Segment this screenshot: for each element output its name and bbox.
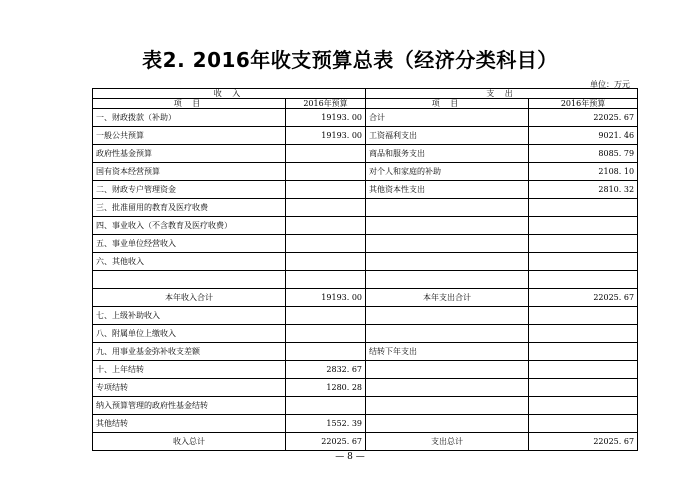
expense-header: 支 出 bbox=[366, 89, 638, 99]
income-item-cell: 七、上级补助收入 bbox=[93, 307, 286, 325]
expense-value-cell: 8085. 79 bbox=[529, 145, 638, 163]
income-value-cell: 22025. 67 bbox=[286, 433, 366, 451]
expense-value-cell bbox=[529, 199, 638, 217]
income-value-cell bbox=[286, 307, 366, 325]
income-item-cell: 国有资本经营预算 bbox=[93, 163, 286, 181]
expense-value-cell bbox=[529, 217, 638, 235]
income-value-cell: 1280. 28 bbox=[286, 379, 366, 397]
table-row bbox=[93, 415, 638, 433]
income-item-cell: 本年收入合计 bbox=[93, 289, 286, 307]
expense-value-cell bbox=[529, 307, 638, 325]
table-row bbox=[93, 307, 638, 325]
unit-label: 单位：万元 bbox=[590, 80, 630, 89]
expense-value-cell: 2108. 10 bbox=[529, 163, 638, 181]
expense-item-header: 项 目 bbox=[366, 99, 529, 109]
table-row bbox=[93, 397, 638, 415]
table-row bbox=[93, 325, 638, 343]
subtotal-row bbox=[93, 289, 638, 307]
expense-item-cell bbox=[366, 217, 529, 235]
expense-value-cell bbox=[529, 271, 638, 289]
income-item-cell: 四、事业收入（不含教育及医疗收费） bbox=[93, 217, 286, 235]
income-value-cell: 19193. 00 bbox=[286, 127, 366, 145]
income-header: 收 入 bbox=[93, 89, 366, 99]
income-item-cell: 八、附属单位上缴收入 bbox=[93, 325, 286, 343]
table-row bbox=[93, 379, 638, 397]
expense-item-cell bbox=[366, 271, 529, 289]
income-item-cell: 六、其他收入 bbox=[93, 253, 286, 271]
income-value-cell: 19193. 00 bbox=[286, 109, 366, 127]
income-value-cell bbox=[286, 253, 366, 271]
income-item-cell bbox=[93, 271, 286, 289]
income-value-cell: 1552. 39 bbox=[286, 415, 366, 433]
income-value-cell bbox=[286, 199, 366, 217]
budget-table bbox=[92, 88, 638, 451]
expense-budget-header: 2016年预算 bbox=[529, 99, 638, 109]
expense-item-cell bbox=[366, 397, 529, 415]
expense-value-cell bbox=[529, 397, 638, 415]
income-value-cell bbox=[286, 163, 366, 181]
expense-item-cell: 对个人和家庭的补助 bbox=[366, 163, 529, 181]
expense-value-cell bbox=[529, 361, 638, 379]
total-row bbox=[93, 433, 638, 451]
section-header-row bbox=[93, 89, 638, 99]
table-row bbox=[93, 145, 638, 163]
income-value-cell bbox=[286, 343, 366, 361]
table-row bbox=[93, 235, 638, 253]
expense-value-cell bbox=[529, 379, 638, 397]
expense-item-cell bbox=[366, 253, 529, 271]
income-item-cell: 专项结转 bbox=[93, 379, 286, 397]
expense-item-cell: 支出总计 bbox=[366, 433, 529, 451]
table-row bbox=[93, 127, 638, 145]
expense-item-cell bbox=[366, 235, 529, 253]
table-row bbox=[93, 343, 638, 361]
expense-value-cell: 2810. 32 bbox=[529, 181, 638, 199]
expense-value-cell: 22025. 67 bbox=[529, 433, 638, 451]
income-item-cell: 一、财政拨款（补助） bbox=[93, 109, 286, 127]
expense-item-cell bbox=[366, 307, 529, 325]
income-item-cell: 二、财政专户管理资金 bbox=[93, 181, 286, 199]
expense-item-cell bbox=[366, 325, 529, 343]
income-item-cell: 三、批准留用的教育及医疗收费 bbox=[93, 199, 286, 217]
table-row bbox=[93, 217, 638, 235]
income-item-cell: 政府性基金预算 bbox=[93, 145, 286, 163]
income-item-cell: 九、用事业基金弥补收支差额 bbox=[93, 343, 286, 361]
income-item-cell: 一般公共预算 bbox=[93, 127, 286, 145]
table-row bbox=[93, 361, 638, 379]
table-row bbox=[93, 199, 638, 217]
income-value-cell bbox=[286, 181, 366, 199]
expense-item-cell bbox=[366, 361, 529, 379]
expense-value-cell bbox=[529, 415, 638, 433]
table-row bbox=[93, 271, 638, 289]
expense-item-cell: 本年支出合计 bbox=[366, 289, 529, 307]
expense-item-cell bbox=[366, 199, 529, 217]
income-item-cell: 其他结转 bbox=[93, 415, 286, 433]
document-title: 表2. 2016年收支预算总表（经济分类科目） bbox=[142, 48, 558, 72]
expense-item-cell: 工资福利支出 bbox=[366, 127, 529, 145]
income-item-header: 项 目 bbox=[93, 99, 286, 109]
page-number: — 8 — bbox=[335, 452, 365, 462]
income-value-cell bbox=[286, 217, 366, 235]
income-value-cell bbox=[286, 235, 366, 253]
income-item-cell: 纳入预算管理的政府性基金结转 bbox=[93, 397, 286, 415]
table-row bbox=[93, 109, 638, 127]
income-value-cell bbox=[286, 397, 366, 415]
expense-value-cell bbox=[529, 253, 638, 271]
expense-value-cell: 9021. 46 bbox=[529, 127, 638, 145]
income-value-cell bbox=[286, 271, 366, 289]
expense-value-cell bbox=[529, 235, 638, 253]
table-row bbox=[93, 163, 638, 181]
expense-value-cell: 22025. 67 bbox=[529, 109, 638, 127]
expense-value-cell bbox=[529, 343, 638, 361]
expense-item-cell: 结转下年支出 bbox=[366, 343, 529, 361]
income-item-cell: 收入总计 bbox=[93, 433, 286, 451]
expense-item-cell: 合计 bbox=[366, 109, 529, 127]
income-item-cell: 五、事业单位经营收入 bbox=[93, 235, 286, 253]
expense-item-cell: 商品和服务支出 bbox=[366, 145, 529, 163]
income-value-cell: 19193. 00 bbox=[286, 289, 366, 307]
expense-item-cell bbox=[366, 415, 529, 433]
expense-item-cell: 其他资本性支出 bbox=[366, 181, 529, 199]
income-item-cell: 十、上年结转 bbox=[93, 361, 286, 379]
income-value-cell: 2832. 67 bbox=[286, 361, 366, 379]
expense-value-cell bbox=[529, 325, 638, 343]
table-row bbox=[93, 181, 638, 199]
income-value-cell bbox=[286, 145, 366, 163]
column-header-row bbox=[93, 99, 638, 109]
expense-item-cell bbox=[366, 379, 529, 397]
income-value-cell bbox=[286, 325, 366, 343]
expense-value-cell: 22025. 67 bbox=[529, 289, 638, 307]
income-budget-header: 2016年预算 bbox=[286, 99, 366, 109]
table-row bbox=[93, 253, 638, 271]
